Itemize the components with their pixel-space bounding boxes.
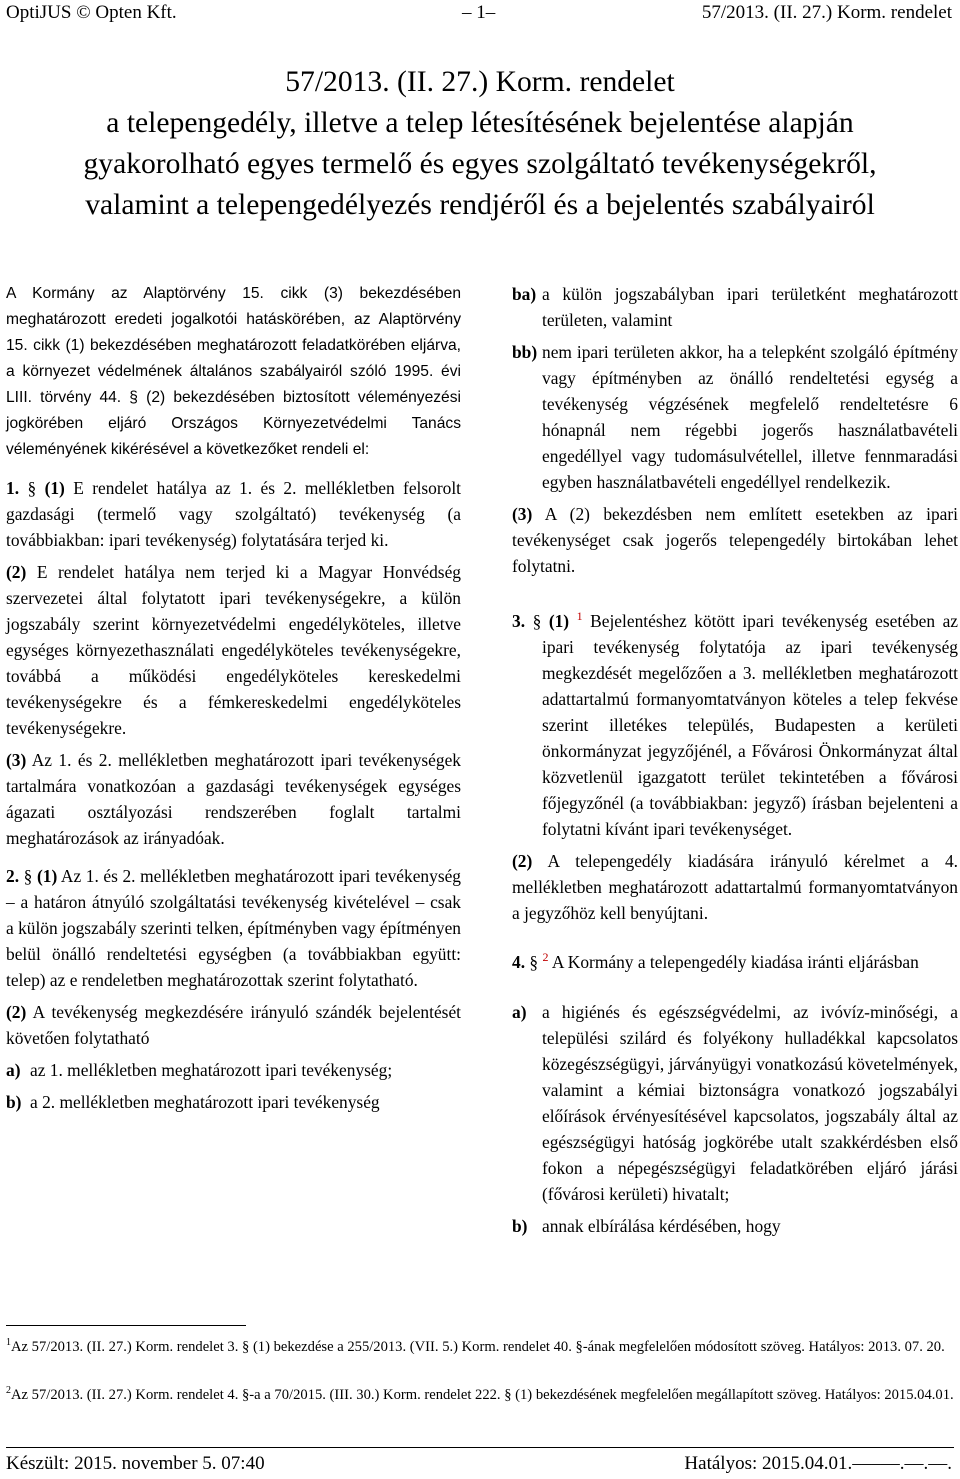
- footnote-text: Az 57/2013. (II. 27.) Korm. rendelet 4. §-a a 70/2015. (III. 30.) Korm. rendelet 222. § (1) bekezdésének megfelelően megállapított szöveg. Hatályos: 2015.04.01.: [11, 1387, 954, 1403]
- section-2-number: 2.: [6, 866, 20, 886]
- title-line-4: valamint a telepengedélyezés rendjéről és a bejelentés szabályairól: [85, 189, 875, 221]
- footnote-number: 2: [6, 1385, 11, 1396]
- paragraph-text: A Kormány a telepengedély kiadása iránti eljárásban: [551, 952, 919, 972]
- section-sign: §: [529, 952, 539, 972]
- section-3-para-2: [512, 848, 958, 926]
- list-text: a 2. mellékletben meghatározott ipari tevékenység: [30, 1092, 380, 1112]
- paragraph-text: Az 1. és 2. mellékletben meghatározott ipari tevékenység – a határon átnyúló szolgáltatási tevékenység kivételével – csak a külön jogszabály szerinti telken, építményben vagy építményen belül önálló rendeltetési egységben (a továbbiakban együtt: telep) az e rendeletben meghatározottak szerint folytatható.: [6, 866, 462, 990]
- list-text: az 1. mellékletben meghatározott ipari tevékenység;: [30, 1060, 393, 1080]
- footnote-divider: [6, 1325, 246, 1326]
- list-item: [6, 1057, 461, 1083]
- paragraph-label: (2): [6, 562, 27, 582]
- paragraph-text: A (2) bekezdésben nem említett esetekben az ipari tevékenységet csak jogerős telepengedély birtokában lehet folytatni.: [512, 504, 958, 576]
- list-text: nem ipari területen akkor, ha a telepként szolgáló építmény vagy építményben az önálló rendeltetési egység a tevékenység végzésének megfelelő rendeltetésre 6 hónapnál nem régebbi jogerős használatbavételi engedéllyel vagy tudomásulvétellel, illetve fennmaradási egyben használatbavételi engedéllyel rendelkezik.: [542, 342, 958, 492]
- section-4-intro: [512, 944, 958, 975]
- paragraph-label: (1): [44, 478, 65, 498]
- section-1-number: 1.: [6, 478, 20, 498]
- footnote-text: Az 57/2013. (II. 27.) Korm. rendelet 3. § (1) bekezdése a 255/2013. (VII. 5.) Korm. rendelet 40. §-ának megfelelően módosított szöveg. Hatályos: 2013. 07. 20.: [11, 1339, 945, 1355]
- section-sign: §: [27, 478, 37, 498]
- footnote-2: [6, 1380, 954, 1406]
- title-line-2: a telepengedély, illetve a telep létesítésének bejelentése alapján: [106, 107, 854, 139]
- list-item: [512, 1213, 958, 1239]
- footer-divider: [6, 1447, 954, 1448]
- list-item: [512, 999, 958, 1207]
- left-column: [6, 281, 461, 1115]
- footer-effective: Hatályos: 2015.04.01.–––––.––.––.: [684, 1453, 952, 1474]
- list-label: bb): [512, 342, 538, 362]
- paragraph-text: A telepengedély kiadására irányuló kérelmet a 4. mellékletben meghatározott adattartalmú formanyomtatványon a jegyzőhöz kell benyújtani.: [512, 851, 958, 923]
- header-page-number: – 1–: [462, 2, 496, 23]
- section-3-para-1: [512, 603, 958, 842]
- section-2-para-2: [6, 999, 461, 1051]
- list-label: ba): [512, 284, 537, 304]
- paragraph-text: Bejelentéshez kötött ipari tevékenység esetében az ipari tevékenység folytatója az ipari tevékenység megkezdését megelőzően a 3. mellékletben meghatározott adattartalmú formanyomtatványon köteles a telep fekvése szerint illetékes település, Budapesten a kerületi önkormányzat jegyzőjénél, a Fővárosi Önkormányzat által közvetlenül igazgatott terület tekintetében a fővárosi főjegyzőnél (a továbbiakban: jegyző) írásban bejelenteni a folytatni kívánt ipari tevékenységet.: [542, 611, 959, 839]
- header-doc-ref: 57/2013. (II. 27.) Korm. rendelet: [701, 2, 952, 23]
- list-text: a higiénés és egészségvédelmi, az ivóvíz-minőségi, a települési szilárd és folyékony hulladékkal kapcsolatos közegészségügyi, járványügyi vonatkozású követelmények, valamint a kémiai biztonságra vonatkozó jogszabályi előírások érvényesítésével kapcsolatos, jogszabály által az egészségügyi hatóság jogkörébe utalt szakkérdésben első fokon a népegészségügyi feladatkörében eljáró járási (fővárosi kerületi) hivatalt;: [542, 1002, 958, 1204]
- footer-created: Készült: 2015. november 5. 07:40: [6, 1453, 265, 1474]
- paragraph-label: (1): [548, 611, 570, 631]
- header-source: OptiJUS © Opten Kft.: [6, 2, 177, 23]
- section-sign: §: [23, 866, 33, 886]
- paragraph-label: (3): [512, 504, 533, 524]
- footnote-ref-2[interactable]: 2: [542, 950, 549, 964]
- paragraph-label: (1): [36, 866, 58, 886]
- page-title: [0, 62, 960, 226]
- paragraph-text: A tevékenység megkezdésére irányuló szándék bejelentését követően folytatható: [6, 1002, 461, 1048]
- list-item: [6, 1089, 461, 1115]
- footnote-ref-1[interactable]: 1: [576, 609, 583, 623]
- title-line-3: gyakorolható egyes termelő és egyes szolgáltató tevékenységekről,: [83, 148, 877, 180]
- paragraph-label: (2): [6, 1002, 27, 1022]
- paragraph-text: E rendelet hatálya nem terjed ki a Magyar Honvédség szervezetei által folytatott ipari tevékenységekre, a külön jogszabály szerint környezetvédelmi engedélyköteles, illetve egységes környezethasználati engedélyköteles tevékenységekre, továbbá a működési engedélyköteles kereskedelmi tevékenységekre és a fémkereskedelmi engedélyköteles tevékenységekre.: [6, 562, 461, 738]
- list-label: b): [6, 1092, 22, 1112]
- title-line-1: 57/2013. (II. 27.) Korm. rendelet: [285, 66, 675, 98]
- section-sign: §: [532, 611, 542, 631]
- list-item: [512, 339, 958, 495]
- section-1-para-3: [6, 747, 461, 851]
- right-column: [512, 281, 958, 1239]
- footnote-1: [6, 1332, 954, 1358]
- section-1-para-2: [6, 559, 461, 741]
- section-3-number: 3.: [512, 611, 526, 631]
- section-2-para-3: [512, 501, 958, 579]
- paragraph-text: E rendelet hatálya az 1. és 2. mellékletben felsorolt gazdasági (termelő vagy szolgáltató) tevékenység (a továbbiakban: ipari tevékenység) folytatására terjed ki.: [6, 478, 461, 550]
- paragraph-label: (3): [6, 750, 27, 770]
- list-text: a külön jogszabályban ipari területként meghatározott területen, valamint: [542, 284, 958, 330]
- paragraph-text: Az 1. és 2. mellékletben meghatározott ipari tevékenységek tartalmára vonatkozóan a gazdasági tevékenységek egységes ágazati osztályozási rendszerében foglalt tartalmi meghatározások az irányadóak.: [6, 750, 461, 848]
- section-4-number: 4.: [512, 952, 526, 972]
- footnote-number: 1: [6, 1337, 11, 1348]
- list-label: b): [512, 1216, 528, 1236]
- section-1-para-1: [6, 475, 461, 553]
- list-label: a): [512, 1002, 527, 1022]
- list-text: annak elbírálása kérdésében, hogy: [542, 1216, 781, 1236]
- preamble: A Kormány az Alaptörvény 15. cikk (3) bekezdésében meghatározott eredeti jogalkotói hatáskörében, az Alaptörvény 15. cikk (1) bekezdésében meghatározott feladatkörében eljárva, a környezet védelmének általános szabályairól szóló 1995. évi LIII. törvény 44. § (2) bekezdésében biztosított véleményezési jogkörében eljáró Országos Környezetvédelmi Tanács véleményének kikérésével a következőket rendeli el:: [6, 285, 461, 458]
- list-label: a): [6, 1060, 21, 1080]
- list-item: [512, 281, 958, 333]
- paragraph-label: (2): [512, 851, 533, 871]
- section-2-para-1: [6, 863, 461, 993]
